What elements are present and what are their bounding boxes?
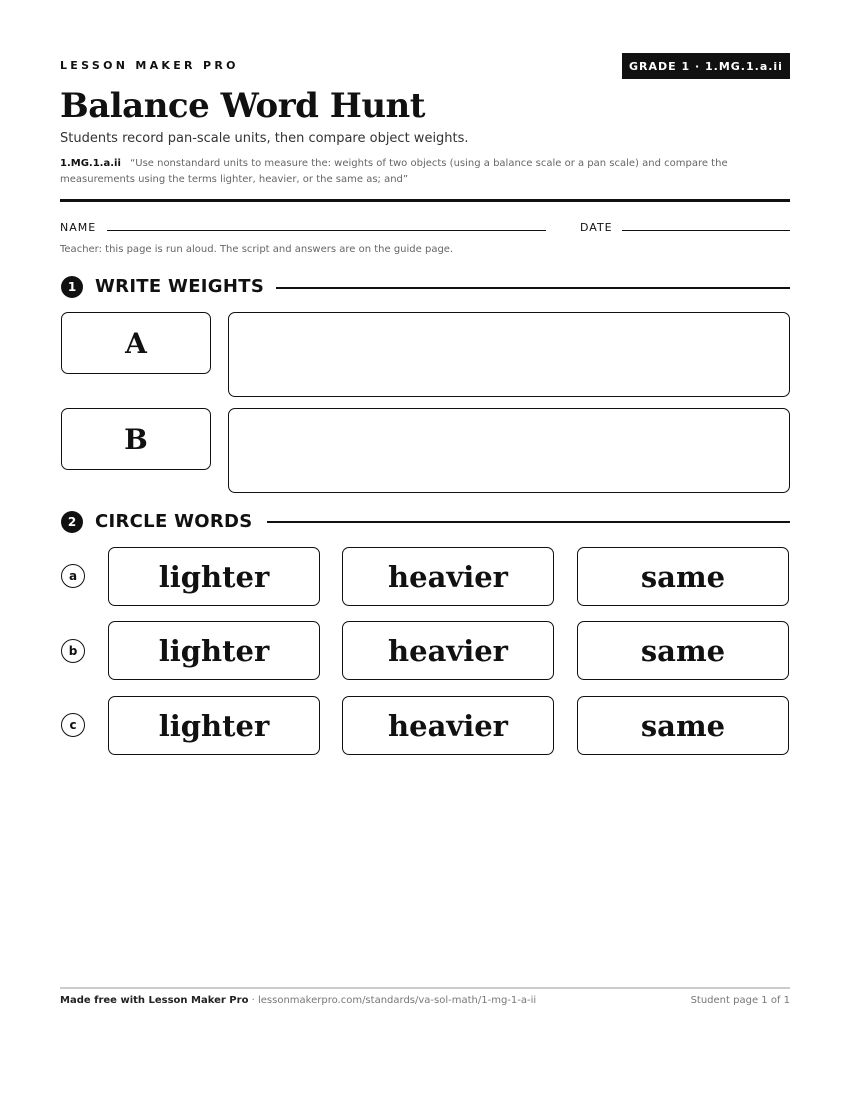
word-choice-heavier-c[interactable]: heavier (342, 696, 554, 755)
teacher-note: Teacher: this page is run aloud. The script and answers are on the guide page. (60, 244, 454, 255)
grade-badge: GRADE 1 · 1.MG.1.a.ii (622, 53, 790, 79)
footer-divider (60, 987, 790, 989)
page-title: Balance Word Hunt (60, 86, 425, 126)
standard-description (60, 156, 760, 188)
section-1-divider (276, 287, 790, 289)
weight-answer-box-a[interactable] (228, 312, 790, 397)
word-choice-same-c[interactable]: same (577, 696, 789, 755)
brand-name: LESSON MAKER PRO (60, 59, 239, 72)
word-choice-heavier-a[interactable]: heavier (342, 547, 554, 606)
header-divider (60, 199, 790, 202)
word-choice-lighter-b[interactable]: lighter (108, 621, 320, 680)
row-letter-b: b (61, 639, 85, 663)
object-label-a: A (61, 312, 211, 374)
object-label-b: B (61, 408, 211, 470)
footer-credit (60, 995, 536, 1006)
section-1-title: WRITE WEIGHTS (95, 276, 265, 297)
row-letter-a: a (61, 564, 85, 588)
standard-code: 1.MG.1.a.ii (60, 158, 121, 169)
date-field[interactable] (622, 230, 790, 231)
word-choice-same-b[interactable]: same (577, 621, 789, 680)
word-choice-heavier-b[interactable]: heavier (342, 621, 554, 680)
word-choice-lighter-c[interactable]: lighter (108, 696, 320, 755)
footer-page-number: Student page 1 of 1 (690, 995, 790, 1006)
row-letter-c: c (61, 713, 85, 737)
name-label: NAME (60, 221, 97, 234)
footer-made-with: Made free with Lesson Maker Pro (60, 995, 249, 1006)
section-2-number: 2 (61, 511, 83, 533)
weight-answer-box-b[interactable] (228, 408, 790, 493)
footer-url[interactable]: · lessonmakerpro.com/standards/va-sol-math/1-mg-1-a-ii (248, 995, 537, 1006)
page-subtitle: Students record pan-scale units, then compare object weights. (60, 131, 469, 146)
section-2-divider (267, 521, 790, 523)
date-label: DATE (580, 221, 613, 234)
section-2-title: CIRCLE WORDS (95, 511, 253, 532)
standard-text: “Use nonstandard units to measure the: weights of two objects (using a balance scale or a pan scale) and compare the measurements using the terms lighter, heavier, or the same as; and” (60, 158, 728, 185)
word-choice-same-a[interactable]: same (577, 547, 789, 606)
section-1-number: 1 (61, 276, 83, 298)
word-choice-lighter-a[interactable]: lighter (108, 547, 320, 606)
name-field[interactable] (107, 230, 546, 231)
